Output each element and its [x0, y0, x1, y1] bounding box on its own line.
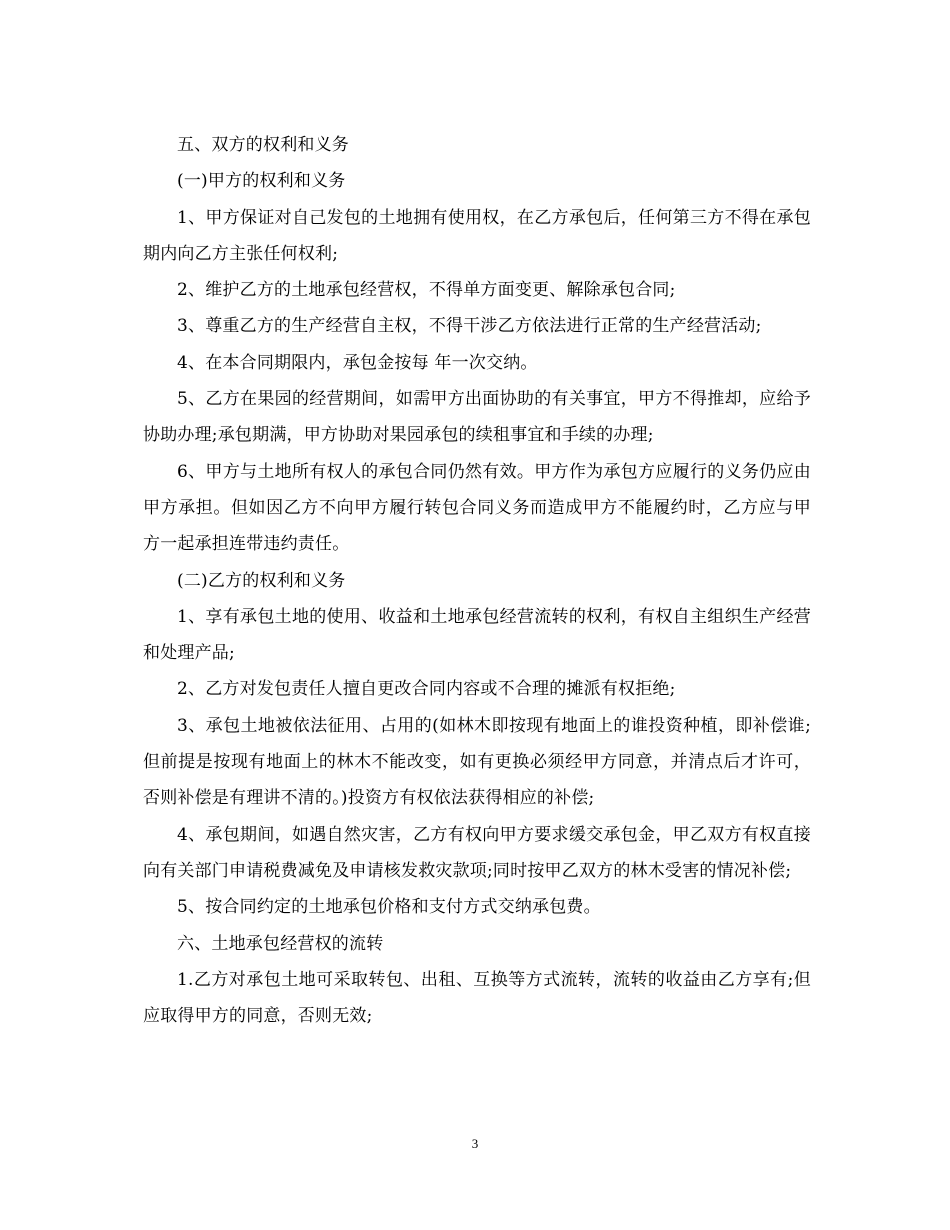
- paragraph: 6、甲方与土地所有权人的承包合同仍然有效。甲方作为承包方应履行的义务仍应由甲方承担。但如因乙方不向甲方履行转包合同义务而造成甲方不能履约时，乙方应与甲方一起承担连带违约责任。: [143, 461, 811, 555]
- paragraph: 1.乙方对承包土地可采取转包、出租、互换等方式流转，流转的收益由乙方享有;但应取得甲方的同意，否则无效;: [143, 969, 811, 1027]
- paragraph: 3、承包土地被依法征用、占用的(如林木即按现有地面上的谁投资种植，即补偿谁;但前提是按现有地面上的林木不能改变，如有更换必须经甲方同意，并清点后才许可，否则补偿是有理讲不清的。)投资方有权依法获得相应的补偿;: [143, 715, 811, 809]
- page-number: 3: [471, 1136, 479, 1151]
- paragraph: 4、承包期间，如遇自然灾害，乙方有权向甲方要求缓交承包金，甲乙双方有权直接向有关部门申请税费减免及申请核发救灾款项;同时按甲乙双方的林木受害的情况补偿;: [143, 824, 811, 881]
- paragraph: 5、按合同约定的土地承包价格和支付方式交纳承包费。: [177, 897, 601, 918]
- paragraph: 2、乙方对发包责任人擅自更改合同内容或不合理的摊派有权拒绝;: [177, 679, 676, 700]
- paragraph: 2、维护乙方的土地承包经营权，不得单方面变更、解除承包合同;: [177, 280, 676, 301]
- paragraph: 4、在本合同期限内，承包金按每 年一次交纳。: [177, 352, 538, 373]
- paragraph: 5、乙方在果园的经营期间，如需甲方出面协助的有关事宜，甲方不得推却，应给予协助办理;承包期满，甲方协助对果园承包的续租事宜和手续的办理;: [143, 389, 811, 446]
- section-heading-5: 五、双方的权利和义务: [177, 135, 349, 155]
- document-body: [143, 127, 811, 1034]
- subsection-heading-party-a: (一)甲方的权利和义务: [177, 171, 346, 192]
- section-heading-6: 六、土地承包经营权的流转: [177, 933, 384, 954]
- paragraph: 3、尊重乙方的生产经营自主权，不得干涉乙方依法进行正常的生产经营活动;: [177, 316, 762, 337]
- paragraph: 1、享有承包土地的使用、收益和土地承包经营流转的权利，有权自主组织生产经营和处理产品;: [143, 606, 811, 664]
- paragraph: 1、甲方保证对自己发包的土地拥有使用权，在乙方承包后，任何第三方不得在承包期内向乙方主张任何权利;: [143, 207, 811, 264]
- subsection-heading-party-b: (二)乙方的权利和义务: [177, 570, 346, 591]
